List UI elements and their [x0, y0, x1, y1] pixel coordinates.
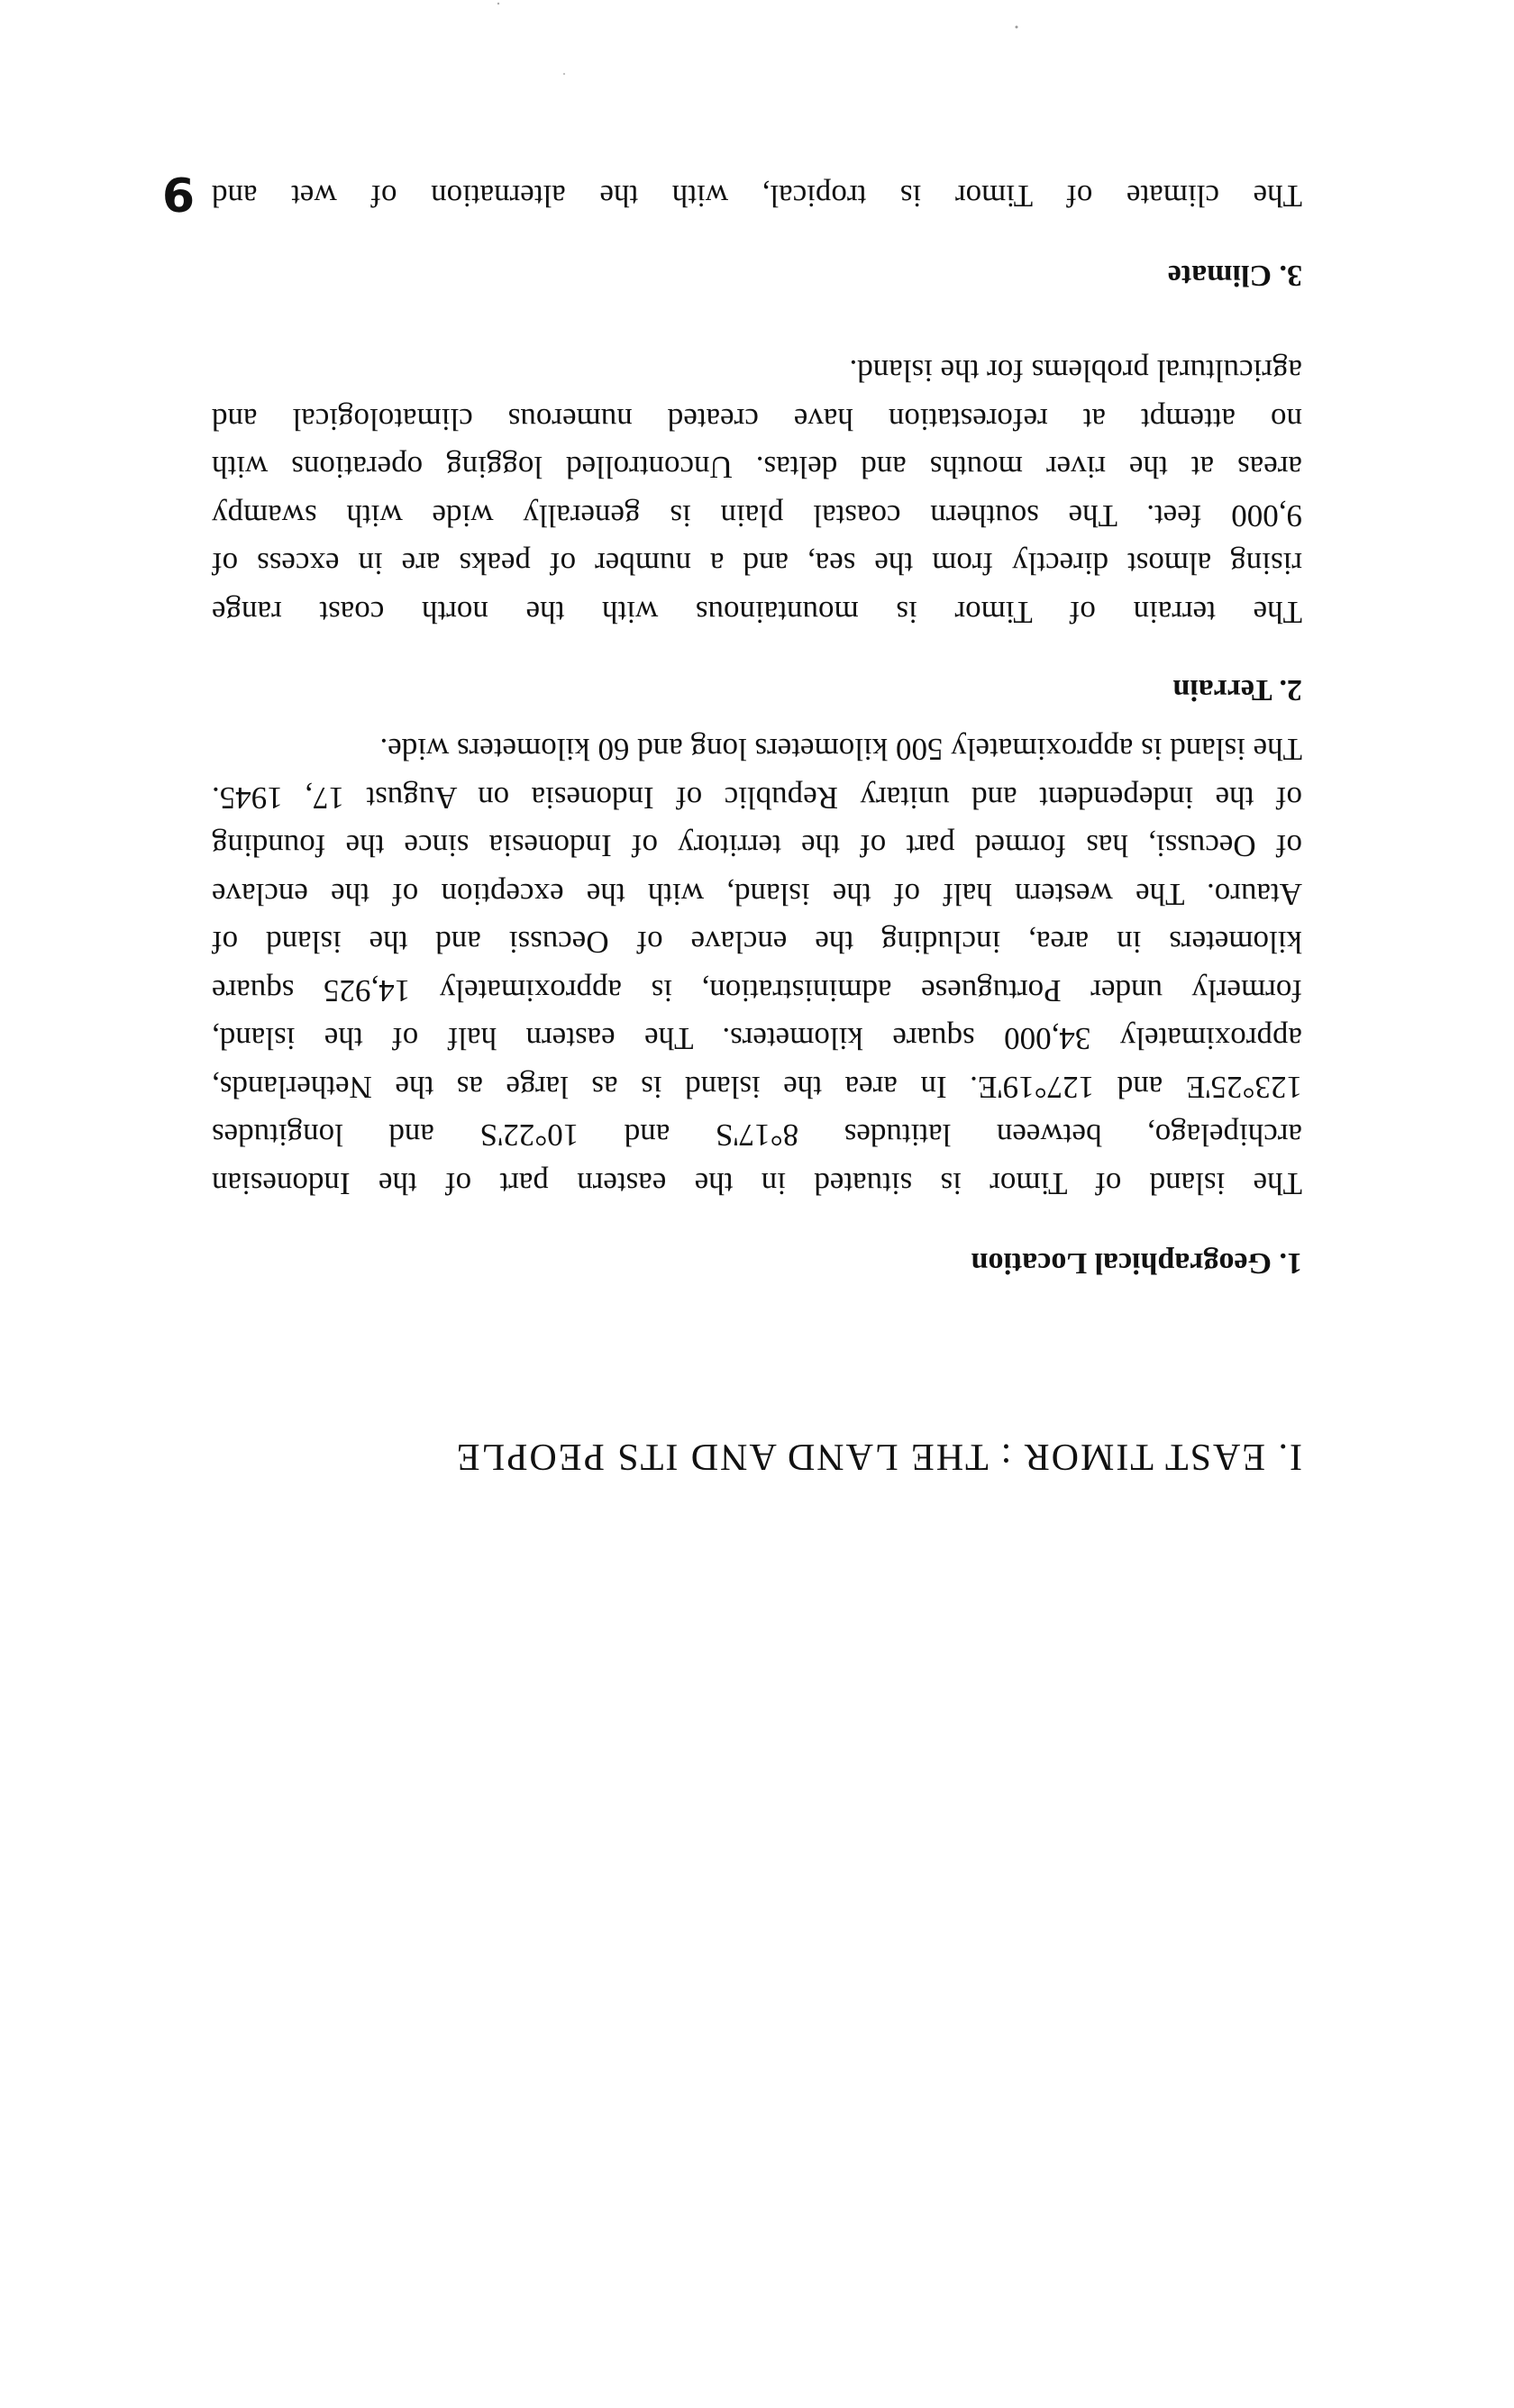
page-number: 9: [161, 166, 195, 220]
paragraph-line: archipelago, between latitudes 8°17'S and 10°22'S and longitudes: [212, 1117, 1302, 1154]
section-heading-terrain: 2. Terrain: [1172, 673, 1302, 707]
section-heading-geographical-location: 1. Geographical Location: [971, 1246, 1302, 1280]
paragraph-line: of the independent and unitary Republic of Indonesia on August 17, 1945.: [212, 780, 1302, 816]
paragraph-line: 9,000 feet. The southern coastal plain is generally wide with swampy: [212, 498, 1302, 534]
paragraph-line: of Oecussi, has formed part of the territory of Indonesia since the founding: [212, 828, 1302, 864]
paragraph-line: agricultural problems for the island.: [849, 353, 1302, 389]
paragraph-line: approximately 34,000 square kilometers. The eastern half of the island,: [212, 1021, 1302, 1057]
paragraph-line: The climate of Timor is tropical, with the alternation of wet and: [212, 178, 1302, 214]
paragraph-line: 123°25'E and 127°19'E. In area the island is as large as the Netherlands,: [212, 1070, 1302, 1105]
paragraph-geographical-location: [212, 725, 1302, 1208]
paragraph-line: rising almost directly from the sea, and a number of peaks are in excess of: [212, 546, 1302, 582]
chapter-title: I. EAST TIMOR : THE LAND AND ITS PEOPLE: [454, 1436, 1302, 1477]
section-heading-climate: 3. Climate: [1167, 259, 1302, 292]
paragraph-line: Atauro. The western half of the island, with the exception of the enclave: [212, 877, 1302, 912]
paragraph-line: The terrain of Timor is mountainous with the north coast range: [212, 595, 1302, 630]
paragraph-climate: [212, 172, 1302, 221]
paragraph-line: The island of Timor is situated in the eastern part of the Indonesian: [212, 1166, 1302, 1201]
paragraph-line: The island is approximately 500 kilometers long and 60 kilometers wide.: [379, 732, 1302, 768]
paragraph-line: no attempt at reforestation have created numerous climatological and: [212, 402, 1302, 437]
paragraph-line: kilometers in area, including the enclave of Oecussi and the island of: [212, 925, 1302, 961]
paragraph-line: formerly under Portuguese administration, is approximately 14,925 square: [212, 973, 1302, 1008]
paragraph-line: areas at the river mouths and deltas. Uncontrolled logging operations with: [212, 450, 1302, 486]
paragraph-terrain: [212, 347, 1302, 636]
